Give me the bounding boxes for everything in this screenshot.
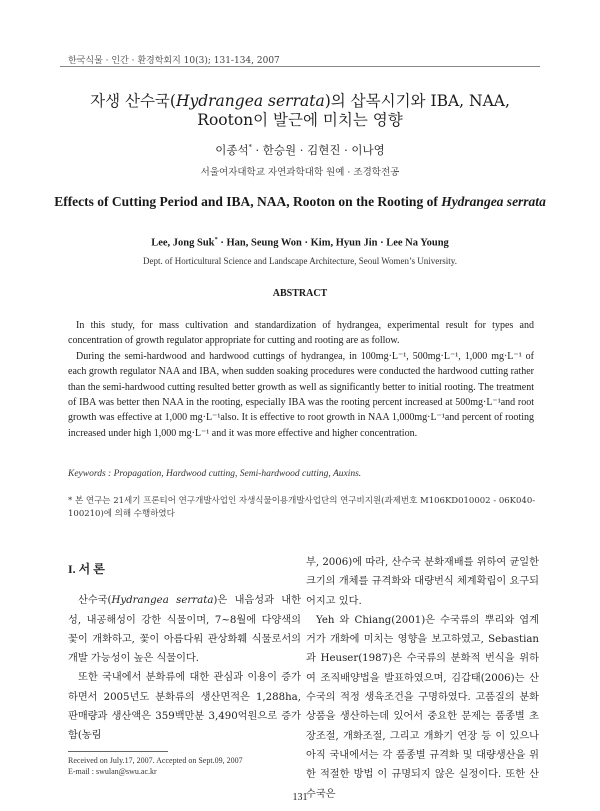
funding-note: * 본 연구는 21세기 프론티어 연구개발사업인 자생식물이용개발사업단의 연구비지원(과제번호 M106KD010002 - 06K040-100210)에 의해 수행하였다 <box>68 496 536 519</box>
kr-author-mark: * <box>248 143 252 152</box>
kr-author-first: 이종석 <box>215 143 249 157</box>
left-column <box>68 560 301 746</box>
keywords-value: Propagation, Hardwood cutting, Semi-hardwood cutting, Auxins. <box>113 469 362 479</box>
korean-title <box>60 92 540 130</box>
abstract-body <box>68 318 534 441</box>
journal-citation: 한국식물 · 인간 · 환경학회지 10(3); 131-134, 2007 <box>68 56 280 66</box>
en-title-pre: Effects of Cutting Period and IBA, NAA, Rooton on the Rooting of <box>54 194 442 209</box>
korean-affiliation: 서울여자대학교 자연과학대학 원예 · 조경학전공 <box>200 167 400 178</box>
en-title-species: Hydrangea serrata <box>441 194 546 209</box>
right-column <box>306 553 539 804</box>
intro-right-paragraph-1: 부, 2006)에 따라, 산수국 분화재배를 위하여 균일한 크기의 개체를 규격화와 대량번식 체계확립이 요구되어지고 있다. <box>306 557 539 607</box>
english-affiliation: Dept. of Horticultural Science and Landscape Architecture, Seoul Women’s University. <box>143 256 457 266</box>
keywords-label: Keywords : <box>68 469 114 479</box>
intro-paragraph-1 <box>68 591 301 668</box>
intro-p1-post: )은 내음성과 내한성, 내공해성이 강한 식물이며, 7~8월에 다양색의 꽃이 개화하고, 꽃이 아름다워 관상화훼 식물로서의 개발 가능성이 높은 식물이다. <box>68 595 301 665</box>
english-title <box>40 194 560 210</box>
received-dates: Received on July.17, 2007. Accepted on Sept.09, 2007 <box>68 756 243 765</box>
en-author-rest: · Han, Seung Won · Kim, Hyun Jin · Lee Na Young <box>217 237 449 249</box>
intro-paragraph-2: 또한 국내에서 분화류에 대한 관심과 이용이 증가하면서 2005년도 분화류의 생산면적은 1,288ha, 판매량과 생산액은 359백만분 3,490억원으로 증가함(농림 <box>68 672 301 742</box>
intro-right-paragraph-2: Yeh 와 Chiang(2001)은 수국류의 뿌리와 엽계거가 개화에 미치는 영향을 보고하였고, Sebastian과 Heuser(1987)은 수국류의 분화적 번식을 위하여 조직배양법을 발표하였으며, 김갑태(2006)는 산수국의 적정 생육조건을 구명하였다. 고품질의 분화 상품을 생산하는데 있어서 중요한 문제는 품종별 초장조절, 개화조절, 그리고 개화기 연장 등 이 있으나 아직 국내에서는 각 품종별 규격화 및 대량생산을 위한 적절한 방법 이 규명되지 않은 실정이다. 또한 산수국은 <box>306 614 539 800</box>
intro-p1-species: Hydrangea serrata <box>111 595 214 607</box>
footnote-rule <box>68 751 168 752</box>
received-note <box>68 755 243 777</box>
page-number: 131 <box>292 792 308 803</box>
intro-p1-pre: 산수국( <box>78 595 112 607</box>
abstract-heading: ABSTRACT <box>272 288 328 299</box>
kr-title-post: )의 삽목시기와 IBA, NAA, Rooton이 발근에 미치는 영향 <box>197 92 510 129</box>
contact-email: E-mail : swulan@swu.ac.kr <box>68 767 157 776</box>
korean-authors <box>60 142 540 158</box>
keywords <box>68 469 538 479</box>
kr-author-rest: · 한승원 · 김현진 · 이나영 <box>251 143 385 157</box>
english-authors <box>60 236 540 249</box>
section-heading-introduction: I. 서 론 <box>68 562 105 576</box>
kr-title-pre: 자생 산수국( <box>90 92 176 110</box>
en-author-mark: * <box>214 236 218 243</box>
en-author-first: Lee, Jong Suk <box>151 237 215 249</box>
abstract-paragraph-1: In this study, for mass cultivation and standardization of hydrangea, experimental result for types and concentration of growth regulator appropriate for cutting and rooting are as follow. <box>68 320 534 347</box>
header-rule <box>60 66 540 67</box>
abstract-paragraph-2: During the semi-hardwood and hardwood cuttings of hydrangea, in 100mg·L⁻¹, 500mg·L⁻¹, 1,000 mg·L⁻¹ of each growth regulator NAA and IBA, when sudden soaking procedures were conducted the hardwood cutting rather than the semi-hardwood cutting resulted better growth as well as significantly better to initial rooting. The treatment of IBA was better then NAA in the rooting, especially IBA was the rooting percent increased at 500mg·L⁻¹and root growth was effective at 1,000 mg·L⁻¹also. It is effective to root growth in NAA 1,000mg·L⁻¹and percent of rooting increased under high 1,000 mg·L⁻¹ and it was more effective and higher concentration. <box>68 350 534 439</box>
kr-title-species: Hydrangea serrata <box>175 92 325 110</box>
